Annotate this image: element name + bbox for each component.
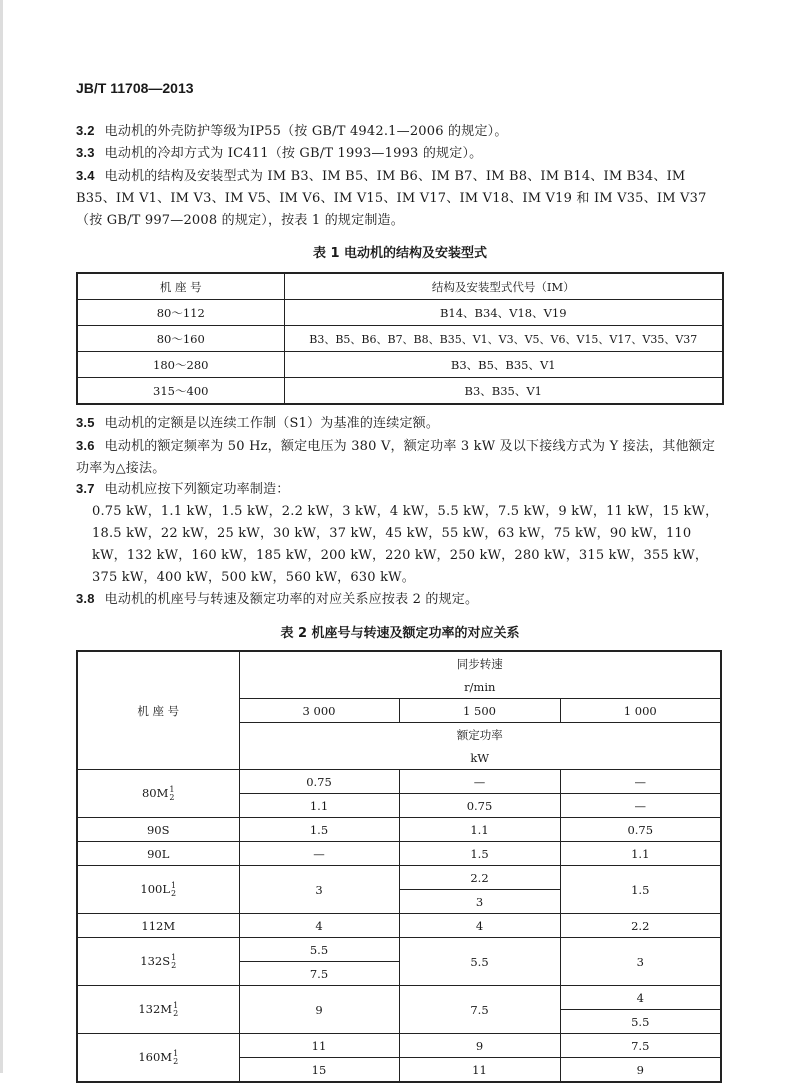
table-cell: 3 xyxy=(399,890,560,914)
table-cell: 1.1 xyxy=(560,842,721,866)
table-cell: 7.5 xyxy=(399,986,560,1034)
page-edge xyxy=(0,0,3,1073)
table-2 xyxy=(76,650,722,1083)
table-row xyxy=(77,866,721,890)
table-row xyxy=(77,300,723,326)
table-cell: B14、B34、V18、V19 xyxy=(284,300,723,326)
table-row xyxy=(77,938,721,962)
clause-3-3 xyxy=(76,143,724,164)
frame-label: 132S xyxy=(140,953,171,968)
clause-text: 电动机的额定频率为 50 Hz，额定电压为 380 V，额定功率 3 kW 及以下接线方式为 Y 接法，其他额定功率为△接法。 xyxy=(76,439,716,476)
clause-number: 3.8 xyxy=(76,591,95,606)
table-header-cell: 3 000 xyxy=(239,699,399,723)
fraction-denominator: 2 xyxy=(171,888,177,898)
table-row xyxy=(77,770,721,794)
fraction-denominator: 2 xyxy=(171,960,177,970)
clause-text: 电动机的冷却方式为 IC411（按 GB/T 1993—1993 的规定）。 xyxy=(104,146,483,161)
clause-3-8 xyxy=(76,589,724,610)
clause-3-2 xyxy=(76,121,724,142)
table-cell: 5.5 xyxy=(560,1010,721,1034)
fraction-numerator: 1 xyxy=(173,1048,179,1058)
table-header-cell: 机 座 号 xyxy=(77,273,284,300)
table-cell: 0.75 xyxy=(560,818,721,842)
power-rating-list: 0.75 kW，1.1 kW，1.5 kW，2.2 kW，3 kW，4 kW，5.5 kW，7.5 kW，9 kW，11 kW，15 kW，18.5 kW，22 kW，25 kW，30 kW，37 kW，45 kW，55 kW，63 kW，75 kW，90 kW，110 kW，132 kW，160 kW，185 kW，200 kW，220 kW，250 kW，280 kW，315 kW，355 kW，375 kW，400 kW，500 kW，560 kW，630 kW。 xyxy=(92,504,719,585)
frame-cell xyxy=(77,938,239,986)
table-cell: 2.2 xyxy=(399,866,560,890)
table-cell: B3、B5、B6、B7、B8、B35、V1、V3、V5、V6、V15、V17、V35、V37 xyxy=(284,326,723,352)
clause-3-7 xyxy=(76,479,724,500)
frame-label: 160M xyxy=(138,1049,173,1064)
clause-number: 3.3 xyxy=(76,145,95,160)
table-row xyxy=(77,378,723,405)
table-1-caption: 表 1 电动机的结构及安装型式 xyxy=(312,246,488,261)
frame-label: 132M xyxy=(138,1001,173,1016)
table-header-cell: 1 000 xyxy=(560,699,721,723)
clause-3-6 xyxy=(76,435,724,480)
table-cell: 2.2 xyxy=(560,914,721,938)
table-cell: 11 xyxy=(399,1058,560,1083)
table-header-cell: 额定功率 xyxy=(239,723,721,747)
table-header-cell: 同步转速 xyxy=(239,651,721,675)
table-cell: 1.5 xyxy=(560,866,721,914)
table-cell: — xyxy=(239,842,399,866)
table-cell: — xyxy=(560,794,721,818)
clause-text: 电动机的定额是以连续工作制（S1）为基准的连续定额。 xyxy=(104,416,440,431)
table-cell: 80～112 xyxy=(77,300,284,326)
clause-number: 3.5 xyxy=(76,415,95,430)
table-1 xyxy=(76,272,724,405)
frame-cell: 112M xyxy=(77,914,239,938)
table-cell: 5.5 xyxy=(239,938,399,962)
table-cell: 1.1 xyxy=(399,818,560,842)
table-header-cell: 1 500 xyxy=(399,699,560,723)
frame-cell xyxy=(77,986,239,1034)
frame-cell xyxy=(77,866,239,914)
table-header-row xyxy=(77,273,723,300)
clause-number: 3.7 xyxy=(76,481,95,496)
table-cell: 15 xyxy=(239,1058,399,1083)
table-cell: B3、B35、V1 xyxy=(284,378,723,405)
table-cell: — xyxy=(399,770,560,794)
table-header-cell: 机 座 号 xyxy=(77,651,239,770)
table-cell: 3 xyxy=(560,938,721,986)
table-cell: 315～400 xyxy=(77,378,284,405)
table-cell: 7.5 xyxy=(560,1034,721,1058)
table-2-caption: 表 2 机座号与转速及额定功率的对应关系 xyxy=(280,626,520,641)
table-cell: 7.5 xyxy=(239,962,399,986)
clause-text: 电动机应按下列额定功率制造： xyxy=(104,482,290,497)
table-cell: 9 xyxy=(239,986,399,1034)
fraction-denominator: 2 xyxy=(173,1008,179,1018)
clause-3-4 xyxy=(76,165,724,232)
table-cell: B3、B5、B35、V1 xyxy=(284,352,723,378)
fraction-numerator: 1 xyxy=(171,880,177,890)
table-header-cell: kW xyxy=(239,746,721,770)
table-cell: 9 xyxy=(560,1058,721,1083)
frame-cell: 90L xyxy=(77,842,239,866)
frame-cell xyxy=(77,770,239,818)
table-row xyxy=(77,914,721,938)
table-cell: — xyxy=(560,770,721,794)
clause-number: 3.2 xyxy=(76,123,95,138)
table-cell: 1.1 xyxy=(239,794,399,818)
table-cell: 0.75 xyxy=(239,770,399,794)
frame-label: 100L xyxy=(140,881,170,896)
table-header-row xyxy=(77,651,721,675)
table-row xyxy=(77,326,723,352)
table-cell: 4 xyxy=(239,914,399,938)
fraction-denominator: 2 xyxy=(169,792,175,802)
table-cell: 1.5 xyxy=(399,842,560,866)
fraction-numerator: 1 xyxy=(171,952,177,962)
table-cell: 9 xyxy=(399,1034,560,1058)
frame-cell: 90S xyxy=(77,818,239,842)
fraction-numerator: 1 xyxy=(169,784,175,794)
frame-label: 80M xyxy=(141,785,169,800)
table-cell: 5.5 xyxy=(399,938,560,986)
table-header-cell: r/min xyxy=(239,675,721,699)
table-row xyxy=(77,818,721,842)
table-row xyxy=(77,986,721,1010)
table-row xyxy=(77,352,723,378)
table-cell: 11 xyxy=(239,1034,399,1058)
table-cell: 180～280 xyxy=(77,352,284,378)
clause-3-5 xyxy=(76,413,724,434)
table-cell: 3 xyxy=(239,866,399,914)
clause-text: 电动机的外壳防护等级为IP55（按 GB/T 4942.1—2006 的规定）。 xyxy=(104,124,508,139)
fraction-numerator: 1 xyxy=(173,1000,179,1010)
fraction-denominator: 2 xyxy=(173,1056,179,1066)
table-header-cell: 结构及安装型式代号（IM） xyxy=(284,273,723,300)
table-cell: 0.75 xyxy=(399,794,560,818)
table-cell: 1.5 xyxy=(239,818,399,842)
clause-text: 电动机的结构及安装型式为 IM B3、IM B5、IM B6、IM B7、IM B8、IM B14、IM B34、IM B35、IM V1、IM V3、IM V5、IM V6、IM V15、IM V17、IM V18、IM V19 和 IM V35、IM V37（按 GB/T 997—2008 的规定），按表 1 的规定制造。 xyxy=(76,169,707,228)
frame-cell xyxy=(77,1034,239,1083)
table-cell: 4 xyxy=(560,986,721,1010)
document-id: JB/T 11708—2013 xyxy=(76,80,194,96)
table-cell: 80～160 xyxy=(77,326,284,352)
clause-number: 3.4 xyxy=(76,168,95,183)
table-row xyxy=(77,842,721,866)
clause-number: 3.6 xyxy=(76,438,95,453)
table-row xyxy=(77,1034,721,1058)
table-cell: 4 xyxy=(399,914,560,938)
clause-text: 电动机的机座号与转速及额定功率的对应关系应按表 2 的规定。 xyxy=(104,592,479,607)
